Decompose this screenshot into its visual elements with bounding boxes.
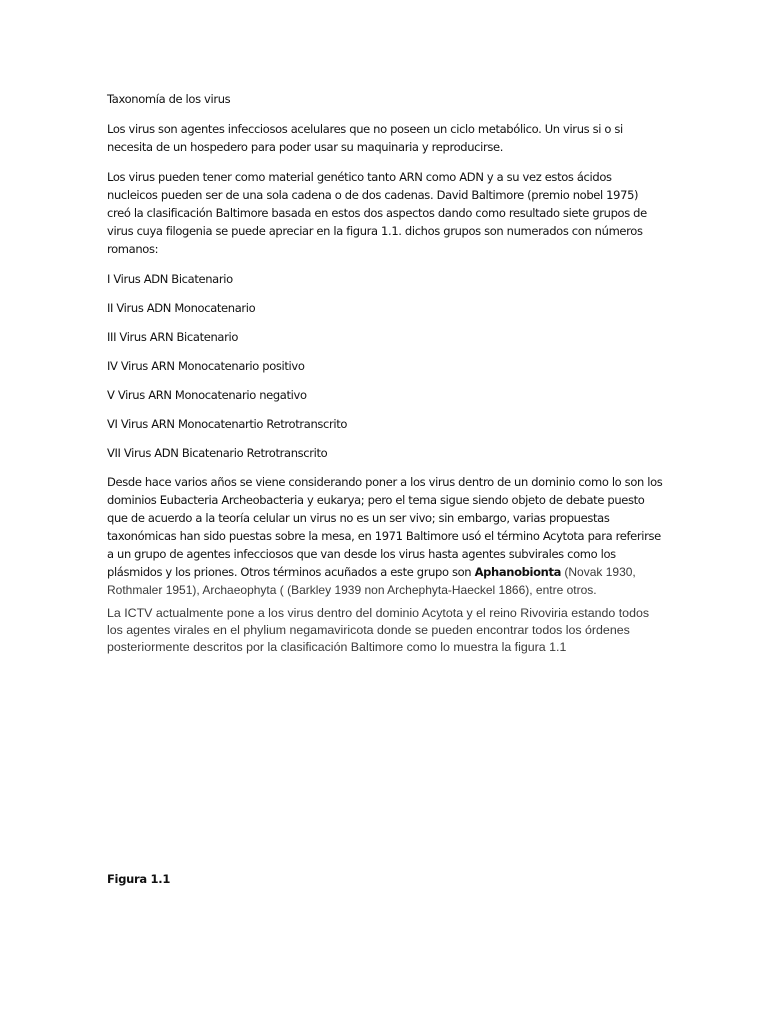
figure-caption: Figura 1.1 (107, 872, 171, 886)
paragraph-domain-debate-tail: (Novak 1930, Rothmaler 1951), Archaeophyta ( (Barkley 1939 non Archephyta-Haeckel 1866), entre otros. (107, 565, 636, 597)
paragraph-baltimore: Los virus pueden tener como material genético tanto ARN como ADN y a su vez estos ácidos nucleicos pueden ser de una sola cadena o de dos cadenas. David Baltimore (premio nobel 1975) creó la clasificación Baltimore basada en estos dos aspectos dando como resultado siete grupos de virus cuya filogenia se puede apreciar en la figura 1.1. dichos grupos son numerados con números romanos: (107, 170, 647, 256)
list-item: VII Virus ADN Bicatenario Retrotranscrito (107, 446, 328, 460)
list-item: VI Virus ARN Monocatenartio Retrotranscrito (107, 417, 348, 431)
document-title: Taxonomía de los virus (107, 92, 231, 106)
paragraph-ictv: La ICTV actualmente pone a los virus dentro del dominio Acytota y el reino Rivoviria estando todos los agentes virales en el phylium negamaviricota donde se pueden encontrar todos los órdenes posteriormente descritos por la clasificación Baltimore como lo muestra la figura 1.1 (107, 606, 650, 654)
paragraph-domain-debate (107, 473, 663, 599)
term-aphanobionta: Aphanobionta (474, 565, 562, 579)
paragraph-intro: Los virus son agentes infecciosos acelulares que no poseen un ciclo metabólico. Un virus si o si necesita de un hospedero para poder usar su maquinaria y reproducirse. (107, 122, 623, 154)
list-item: II Virus ADN Monocatenario (107, 301, 256, 315)
baltimore-groups-list (107, 270, 663, 462)
paragraph-domain-debate-main: Desde hace varios años se viene considerando poner a los virus dentro de un dominio como lo son los dominios Eubacteria Archeobacteria y eukarya; pero el tema sigue siendo objeto de debate puesto que de acuerdo a la teoría celular un virus no es un ser vivo; sin embargo, varias propuestas taxonómicas han sido puestas sobre la mesa, en 1971 Baltimore usó el término Acytota para referirse a un grupo de agentes infecciosos que van desde los virus hasta agentes subvirales como los plásmidos y los priones. Otros términos acuñados a este grupo son (107, 475, 663, 579)
list-item: I Virus ADN Bicatenario (107, 272, 233, 286)
list-item: IV Virus ARN Monocatenario positivo (107, 359, 305, 373)
document-body (107, 90, 663, 656)
list-item: III Virus ARN Bicatenario (107, 330, 239, 344)
list-item: V Virus ARN Monocatenario negativo (107, 388, 307, 402)
